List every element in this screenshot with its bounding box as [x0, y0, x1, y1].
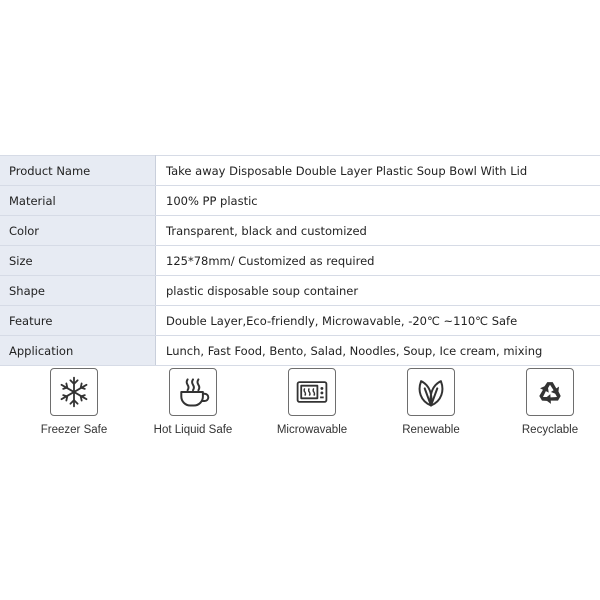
spec-label-material: Material	[0, 186, 156, 216]
table-row	[0, 276, 600, 306]
spec-value-color: Transparent, black and customized	[156, 216, 600, 246]
hot-cup-icon	[169, 368, 217, 416]
table-row	[0, 306, 600, 336]
spec-value-product-name: Take away Disposable Double Layer Plastic Soup Bowl With Lid	[156, 156, 600, 186]
feature-label: Renewable	[402, 424, 460, 436]
feature-label: Microwavable	[276, 424, 348, 436]
spec-label-size: Size	[0, 246, 156, 276]
feature-label: Hot Liquid Safe	[153, 424, 233, 436]
spec-label-feature: Feature	[0, 306, 156, 336]
leaf-icon	[407, 368, 455, 416]
spec-value-material: 100% PP plastic	[156, 186, 600, 216]
feature-renewable	[376, 368, 486, 436]
spec-value-feature: Double Layer,Eco-friendly, Microwavable, -20℃ ~110℃ Safe	[156, 306, 600, 336]
recycle-icon	[526, 368, 574, 416]
feature-hot-liquid-safe	[138, 368, 248, 436]
feature-icons-row	[0, 368, 600, 448]
spec-value-shape: plastic disposable soup container	[156, 276, 600, 306]
feature-recyclable	[495, 368, 600, 436]
spec-label-color: Color	[0, 216, 156, 246]
table-row	[0, 186, 600, 216]
feature-label: Freezer Safe	[40, 424, 108, 436]
spec-label-product-name: Product Name	[0, 156, 156, 186]
table-row	[0, 156, 600, 186]
spec-label-shape: Shape	[0, 276, 156, 306]
feature-freezer-safe	[19, 368, 129, 436]
feature-label: Recyclable	[521, 424, 579, 436]
spec-table	[0, 155, 600, 366]
microwave-icon	[288, 368, 336, 416]
spec-label-application: Application	[0, 336, 156, 366]
snowflake-icon	[50, 368, 98, 416]
spec-value-size: 125*78mm/ Customized as required	[156, 246, 600, 276]
spec-value-application: Lunch, Fast Food, Bento, Salad, Noodles, Soup, Ice cream, mixing	[156, 336, 600, 366]
table-row	[0, 246, 600, 276]
feature-microwavable	[257, 368, 367, 436]
table-row	[0, 336, 600, 366]
table-row	[0, 216, 600, 246]
